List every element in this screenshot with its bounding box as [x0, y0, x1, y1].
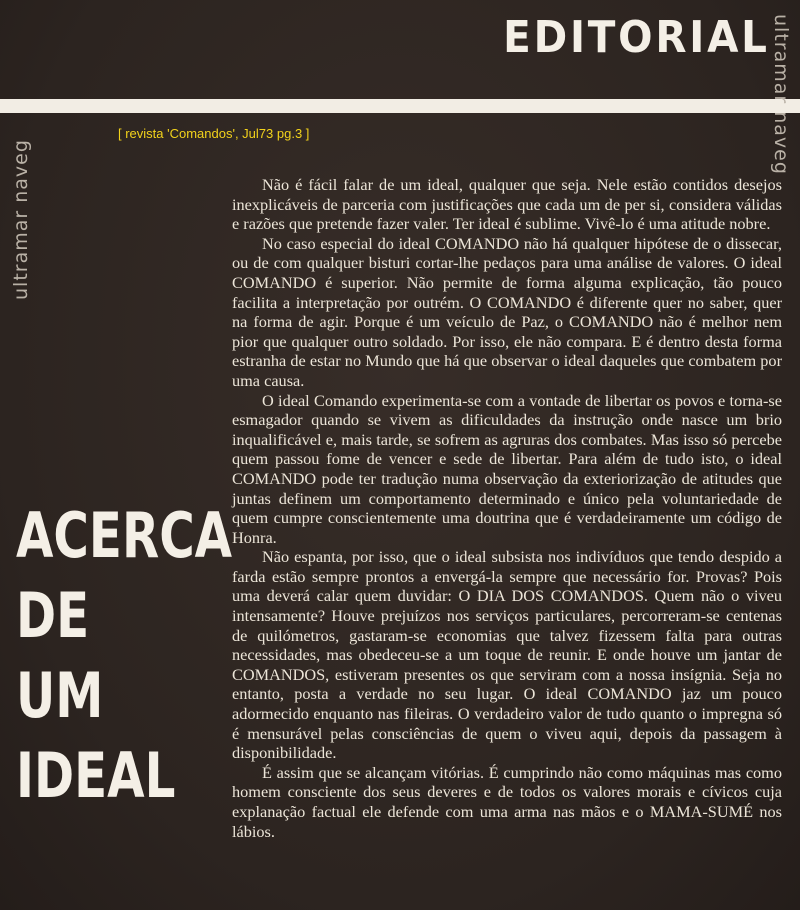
- source-note: [ revista 'Comandos', Jul73 pg.3 ]: [118, 126, 310, 141]
- watermark-left: ultramar naveg: [10, 139, 32, 300]
- article-paragraph: O ideal Comando experimenta-se com a vontade de libertar os povos e torna-se esmagador quando se vivem as dificuldades da instrução onde nasce um brio inqualificável e, mais tarde, se sofrem as agruras dos combates. Mas isso só percebe quem passou fome de vencer e sede de libertar. Para além de tudo isto, o ideal COMANDO pode ter tradução numa observação da exteriorização de atitudes que juntas definem um comportamento determinado e único pela voluntariedade de quem cumpre conscientemente uma doutrina que é verdadeiramente um código de Honra.: [232, 390, 782, 547]
- header-divider: [0, 99, 800, 113]
- headline-line: ACERCA: [16, 499, 233, 572]
- article-paragraph: Não espanta, por isso, que o ideal subsista nos indivíduos que tendo despido a farda estão sempre prontos a envergá-la sempre que necessário for. Provas? Pois uma deverá calar quem duvidar: O DIA DOS COMANDOS. Quem não o viveu intensamente? Houve prejuízos nos serviços particulares, percorreram-se centenas de quilómetros, gastaram-se economias que talvez fizessem falta para outras necessidades, mas obedeceu-se a um toque de reunir. E onde houve um jantar de COMANDOS, estiveram presentes os que serviram com a nossa insígnia. Seja no entanto, posta a verdade no seu lugar. O ideal COMANDO jaz um pouco adormecido enquanto nas fileiras. O verdadeiro valor de tudo quanto o impregna só é mensurável pelas consciências de quem o viveu aqui, depois da passagem à disponibilidade.: [232, 547, 782, 763]
- article-paragraph: No caso especial do ideal COMANDO não há qualquer hipótese de o dissecar, ou de com qualquer bisturi cortar-lhe pedaços para uma análise de valores. O ideal COMANDO é superior. Não permite de forma alguma explicação, tão pouco facilita a interpretação por outrém. O COMANDO é diferente quer no saber, quer na forma de agir. Porque é um veículo de Paz, o COMANDO não é melhor nem pior que qualquer outro soldado. Por isso, ele não compara. E é dentro desta forma estranha de estar no Mundo que há que observar o ideal daqueles que combatem por uma causa.: [232, 233, 782, 390]
- section-title: EDITORIAL: [503, 12, 770, 63]
- article-paragraph: É assim que se alcançam vitórias. É cumprindo não como máquinas mas como homem consciente dos seus deveres e de todos os valores morais e cívicos cuja explanação factual ele defende com uma arma nas mãos e o MAMA-SUMÉ nos lábios.: [232, 762, 782, 841]
- headline-line: DE: [16, 579, 90, 652]
- article-body: [232, 175, 782, 841]
- headline-line: IDEAL: [16, 739, 176, 812]
- article-headline: [16, 496, 233, 816]
- watermark-right: ultramar naveg: [770, 14, 792, 175]
- article-paragraph: Não é fácil falar de um ideal, qualquer que seja. Nele estão contidos desejos inexplicáveis de parceria com justificações que cada um de per si, considera válidas e razões que pretende fazer valer. Ter ideal é sublime. Vivê-lo é uma atitude nobre.: [232, 175, 782, 234]
- headline-line: UM: [16, 659, 104, 732]
